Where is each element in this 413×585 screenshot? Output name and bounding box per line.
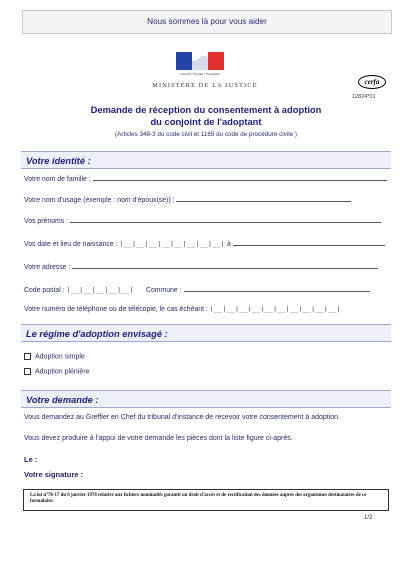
request-paragraph-2: Vous devez produire à l'appui de votre demande les pièces dont la liste figure ci-après. [24,435,293,442]
request-section-header [21,390,391,408]
birth-place-line[interactable] [233,239,385,246]
address-line[interactable] [72,262,378,269]
phone-field[interactable] [24,306,341,313]
birth-label: Vos date et lieu de naissance : [24,241,118,248]
form-title-line-2: du conjoint de l'adoptant [150,116,262,127]
plenary-adoption-checkbox[interactable] [24,368,31,375]
page-number: 1/2 [364,515,373,521]
legal-reference: (Articles 348-3 du code civil et 1165 du code de procédure civile ) [115,131,297,138]
phone-boxes[interactable]: |__|__|__|__|__|__|__|__|__|__| [209,306,341,313]
marianne-logo-icon [172,44,228,78]
help-banner-text: Nous sommes là pour vous aider [147,17,267,26]
birth-date-boxes[interactable]: |__|__|__|__|__|__|__|__| [119,241,226,248]
marianne-logo [155,44,245,78]
help-banner [22,10,392,34]
postal-commune-field[interactable] [24,285,370,294]
identity-section-header [21,151,391,169]
postal-code-label: Code postal : [24,287,65,294]
commune-label: Commune : [145,287,182,294]
form-title-line-1: Demande de réception du consentement à adoption [90,104,322,115]
signature-label: Votre signature : [24,470,84,479]
postal-code-boxes[interactable]: |__|__|__|__|__| [66,287,135,294]
simple-adoption-label: Adoption simple [35,353,85,361]
usage-name-line[interactable] [176,195,351,202]
cerfa-logo: cerfa [358,75,386,89]
data-protection-text: La loi n°78-17 du 6 janvier 1978 relative aux fichiers nominatifs garantit un droit d'accès et de rectification des données auprès des organismes destinataires de ce formulaire. [30,493,367,504]
family-name-line[interactable] [93,174,387,181]
phone-label: Votre numéro de téléphone ou de télécopie, le cas échéant : [24,306,208,313]
commune-line[interactable] [184,285,370,292]
plenary-adoption-label: Adoption plénière [35,368,90,376]
request-paragraph-1: Vous demandez au Greffier en Chef du tribunal d'instance de recevoir votre consentement à adoption. [24,414,341,421]
address-field[interactable] [24,262,378,271]
form-title [40,104,372,128]
family-name-label: Votre nom de famille : [24,176,91,183]
date-label: Le : [24,455,38,464]
usage-name-label: Votre nom d'usage (exemple : nom d'époux(se)) : [24,197,175,204]
data-protection-notice [23,489,389,511]
regime-section-header [21,324,391,342]
identity-section-title: Votre identité : [26,156,91,166]
family-name-field[interactable] [24,174,387,183]
svg-text:Liberté • Égalité • Fraternité: Liberté • Égalité • Fraternité [180,72,220,76]
plenary-adoption-option[interactable] [24,368,90,375]
usage-name-field[interactable] [24,195,351,204]
form-number: 12824*01 [352,94,376,100]
simple-adoption-checkbox[interactable] [24,353,31,360]
first-names-field[interactable] [24,216,381,225]
birth-place-prefix: à [226,241,231,248]
request-section-title: Votre demande : [26,395,99,405]
first-names-label: Vos prénoms : [24,218,69,225]
first-names-line[interactable] [70,216,381,223]
birth-field[interactable] [24,239,385,248]
ministry-name: MINISTÈRE DE LA JUSTICE [152,82,258,89]
regime-section-title: Le régime d'adoption envisagé : [26,329,168,339]
simple-adoption-option[interactable] [24,353,85,360]
address-label: Votre adresse : [24,264,71,271]
